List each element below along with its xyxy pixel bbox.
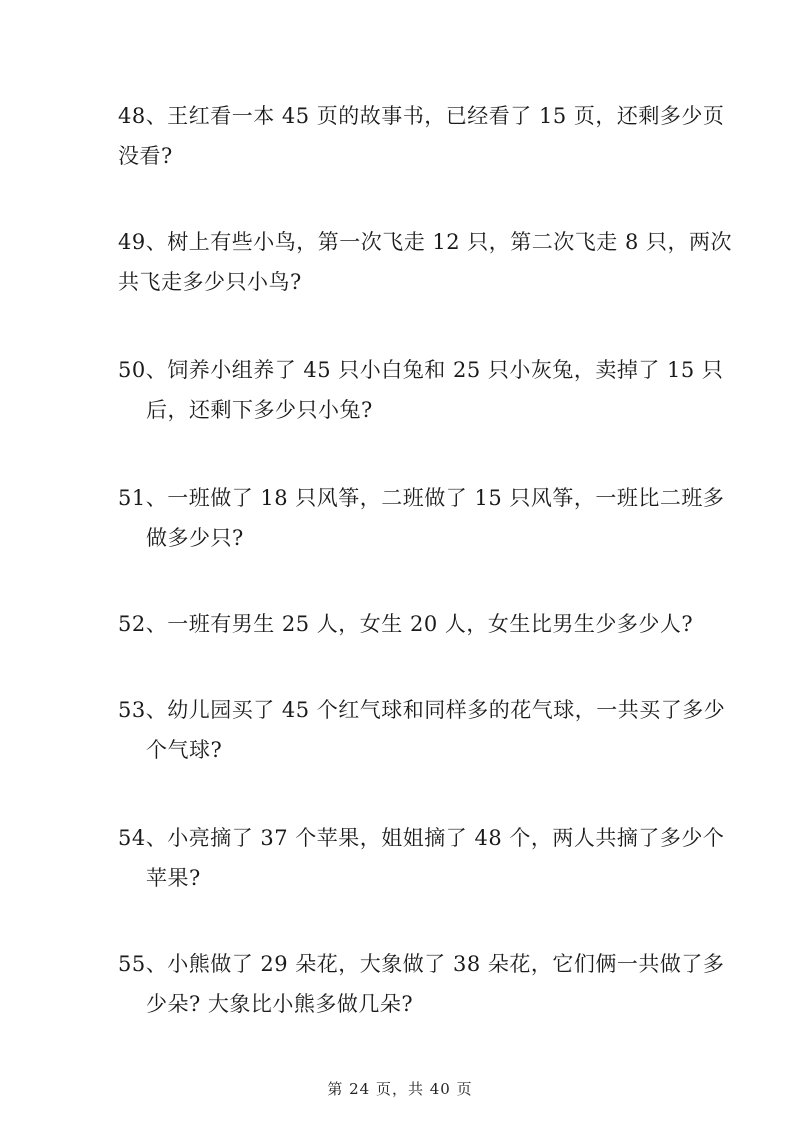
problem-55 [118, 944, 725, 1024]
problem-50 [118, 350, 724, 430]
problem-48-line-2: 没看? [118, 144, 173, 168]
problem-55-line-2: 少朵? 大象比小熊多做几朵? [146, 992, 414, 1016]
problem-53 [118, 690, 726, 770]
problem-48-line-1: 48、王红看一本 45 页的故事书，已经看了 15 页，还剩多少页 [118, 104, 725, 128]
problem-49 [118, 222, 733, 302]
problem-53-line-2: 个气球? [146, 738, 223, 762]
problem-52 [118, 604, 708, 644]
problem-55-line-1: 55、小熊做了 29 朵花，大象做了 38 朵花，它们俩一共做了多 [118, 952, 725, 976]
problem-50-line-2: 后，还剩下多少只小兔? [146, 398, 373, 422]
problem-52-line-1: 52、一班有男生 25 人，女生 20 人，女生比男生少多少人? [118, 612, 694, 636]
problem-51 [118, 478, 725, 558]
problem-51-line-2: 做多少只? [146, 526, 244, 550]
problem-54-line-1: 54、小亮摘了 37 个苹果，姐姐摘了 48 个，两人共摘了多少个 [118, 826, 725, 850]
problem-54 [118, 818, 725, 898]
problem-48 [118, 96, 725, 176]
problem-54-line-2: 苹果? [146, 866, 201, 890]
problem-49-line-2: 共飞走多少只小鸟? [118, 270, 302, 294]
problem-49-line-1: 49、树上有些小鸟，第一次飞走 12 只，第二次飞走 8 只，两次 [118, 230, 733, 254]
problem-53-line-1: 53、幼儿园买了 45 个红气球和同样多的花气球，一共买了多少 [118, 698, 726, 722]
problem-50-line-1: 50、饲养小组养了 45 只小白兔和 25 只小灰兔，卖掉了 15 只 [118, 358, 724, 382]
problem-51-line-1: 51、一班做了 18 只风筝，二班做了 15 只风筝，一班比二班多 [118, 486, 725, 510]
page-number-footer: 第 24 页，共 40 页 [327, 1080, 473, 1098]
